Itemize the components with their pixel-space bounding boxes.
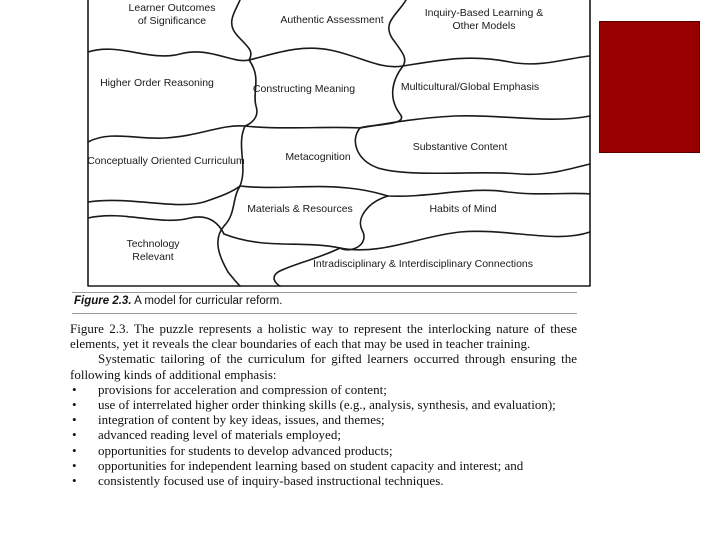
bullet-glyph: • bbox=[72, 412, 77, 428]
list-item-text: integration of content by key ideas, issues, and themes; bbox=[98, 412, 385, 428]
list-item bbox=[70, 397, 577, 412]
puzzle-label-metacognition: Metacognition bbox=[285, 151, 351, 163]
paragraph-figure-description: Figure 2.3. The puzzle represents a holistic way to represent the interlocking nature of these elements, yet it reveals the clear boundaries of each that may be used in teacher training. bbox=[70, 321, 577, 352]
bullet-glyph: • bbox=[72, 427, 77, 443]
puzzle-label-intradisciplinary: Intradisciplinary & Interdisciplinary Connections bbox=[312, 258, 534, 270]
paragraph-systematic-tailoring: Systematic tailoring of the curriculum for gifted learners occurred through ensuring the following kinds of additional emphasis: bbox=[70, 351, 577, 382]
bullet-glyph: • bbox=[72, 442, 77, 458]
list-item-text: opportunities for independent learning based on student capacity and interest; and bbox=[98, 457, 524, 473]
puzzle-edge bbox=[88, 186, 590, 205]
red-accent-block bbox=[599, 21, 700, 153]
list-item bbox=[70, 473, 577, 488]
puzzle-edge bbox=[88, 216, 224, 234]
body-text bbox=[70, 321, 577, 488]
list-item-text: consistently focused use of inquiry-based instructional techniques. bbox=[98, 473, 444, 489]
puzzle-edge bbox=[389, 0, 406, 66]
puzzle-edge bbox=[232, 0, 251, 60]
list-item bbox=[70, 412, 577, 427]
figure-caption bbox=[74, 295, 594, 307]
puzzle-label-higher-order-reasoning: Higher Order Reasoning bbox=[100, 77, 214, 89]
puzzle-label-constructing-meaning: Constructing Meaning bbox=[252, 83, 356, 95]
puzzle-label-learner-outcomes: Learner Outcomes bbox=[128, 2, 216, 14]
list-item bbox=[70, 382, 577, 397]
list-item-text: provisions for acceleration and compression of content; bbox=[98, 381, 387, 397]
bullet-glyph: • bbox=[72, 397, 77, 413]
emphasis-list bbox=[70, 382, 577, 488]
list-item bbox=[70, 458, 577, 473]
puzzle-label-inquiry-based: Other Models bbox=[452, 20, 516, 32]
list-item-text: opportunities for students to develop advanced products; bbox=[98, 442, 393, 458]
list-item-text: advanced reading level of materials employed; bbox=[98, 427, 341, 443]
list-item bbox=[70, 427, 577, 442]
figure-rule-top bbox=[72, 292, 577, 293]
puzzle-label-materials-resources: Materials & Resources bbox=[247, 203, 353, 215]
bullet-glyph: • bbox=[72, 381, 77, 397]
puzzle-label-learner-outcomes: of Significance bbox=[137, 15, 207, 27]
puzzle-edge bbox=[88, 116, 590, 142]
figure-caption-text: A model for curricular reform. bbox=[131, 295, 283, 307]
puzzle-label-substantive-content: Substantive Content bbox=[412, 141, 508, 153]
puzzle-label-technology-relevant: Relevant bbox=[132, 251, 174, 263]
puzzle-label-authentic-assessment: Authentic Assessment bbox=[280, 14, 384, 26]
bullet-glyph: • bbox=[72, 473, 77, 489]
puzzle-edge bbox=[360, 66, 403, 128]
puzzle-edge bbox=[224, 231, 590, 250]
list-item-text: use of interrelated higher order thinking skills (e.g., analysis, synthesis, and evaluation); bbox=[98, 397, 556, 413]
puzzle-edge bbox=[88, 48, 590, 67]
figure-rule-bottom bbox=[72, 313, 577, 314]
puzzle-label-technology-relevant: Technology bbox=[126, 238, 180, 250]
list-item bbox=[70, 443, 577, 458]
puzzle-label-conceptually-oriented: Conceptually Oriented Curriculum bbox=[87, 155, 245, 167]
puzzle-label-multicultural: Multicultural/Global Emphasis bbox=[400, 81, 540, 93]
bullet-glyph: • bbox=[72, 457, 77, 473]
puzzle-label-inquiry-based: Inquiry-Based Learning & bbox=[424, 7, 544, 19]
puzzle-label-habits-of-mind: Habits of Mind bbox=[429, 203, 497, 215]
figure-caption-label: Figure 2.3. bbox=[74, 295, 132, 307]
